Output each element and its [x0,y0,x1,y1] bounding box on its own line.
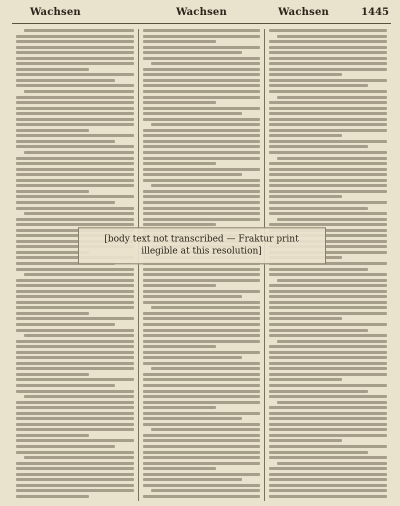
placeholder-text-line [269,29,387,32]
placeholder-text-line [277,340,387,343]
placeholder-text-line [269,456,387,459]
placeholder-text-line [269,484,387,487]
placeholder-text-line [16,195,134,198]
placeholder-text-line [143,279,261,282]
placeholder-text-line [143,473,261,476]
placeholder-text-line [143,51,242,54]
placeholder-text-line [16,140,115,143]
placeholder-text-line [269,173,387,176]
placeholder-text-line [16,173,134,176]
page-number: 1445 [361,7,389,18]
placeholder-text-line [143,362,261,365]
placeholder-text-line [151,184,261,187]
placeholder-text-line [16,417,134,420]
placeholder-text-line [277,401,387,404]
placeholder-text-line [269,362,387,365]
placeholder-text-line [16,68,89,71]
placeholder-text-line [143,118,261,121]
text-column-2 [138,29,265,501]
placeholder-text-line [269,323,387,326]
placeholder-text-line [269,345,387,348]
placeholder-text-line [143,340,261,343]
placeholder-text-line [269,162,387,165]
text-column-3 [264,29,391,501]
placeholder-text-line [143,462,261,465]
placeholder-text-line [16,279,134,282]
placeholder-text-line [16,35,134,38]
placeholder-text-line [16,384,115,387]
placeholder-text-line [24,334,134,337]
placeholder-text-line [143,373,261,376]
placeholder-text-line [16,46,134,49]
text-columns [12,29,391,501]
running-head-right: Wachsen [278,7,329,18]
placeholder-text-line [143,390,261,393]
placeholder-text-line [269,57,387,60]
placeholder-text-line [269,118,387,121]
placeholder-text-line [143,301,261,304]
placeholder-text-line [143,406,216,409]
placeholder-text-line [16,62,134,65]
placeholder-text-line [16,145,134,148]
placeholder-text-line [269,312,387,315]
placeholder-text-line [269,417,387,420]
placeholder-text-line [143,384,261,387]
placeholder-text-line [269,212,387,215]
placeholder-text-line [269,201,387,204]
placeholder-text-line [143,134,261,137]
placeholder-text-line [269,445,387,448]
placeholder-text-line [269,273,387,276]
placeholder-text-line [269,373,387,376]
placeholder-text-line [16,467,134,470]
placeholder-text-line [16,428,134,431]
placeholder-text-line [143,345,216,348]
placeholder-text-line [269,151,387,154]
placeholder-text-line [269,51,387,54]
placeholder-text-line [143,96,261,99]
placeholder-text-line [143,312,261,315]
placeholder-text-line [16,451,134,454]
running-head-center: Wachsen [176,7,227,18]
placeholder-text-line [269,184,387,187]
placeholder-text-line [16,129,89,132]
placeholder-text-line [143,290,261,293]
running-head [12,7,391,24]
placeholder-text-line [16,295,134,298]
placeholder-text-line [143,456,261,459]
placeholder-text-line [269,478,387,481]
placeholder-text-line [269,101,387,104]
placeholder-text-line [16,107,134,110]
placeholder-text-line [16,57,134,60]
placeholder-text-line [16,190,89,193]
placeholder-text-line [143,40,216,43]
placeholder-text-line [269,268,368,271]
placeholder-text-line [16,445,115,448]
placeholder-text-line [143,29,261,32]
placeholder-text-line [16,329,134,332]
placeholder-text-line [16,184,134,187]
placeholder-text-line [143,451,261,454]
placeholder-text-line [269,140,387,143]
placeholder-text-line [269,84,368,87]
placeholder-text-line [24,29,134,32]
placeholder-text-line [143,140,261,143]
placeholder-text-line [16,412,134,415]
placeholder-text-line [16,401,134,404]
placeholder-text-line [16,168,134,171]
placeholder-text-line [269,79,387,82]
placeholder-text-line [16,118,134,121]
placeholder-text-line [16,489,134,492]
placeholder-text-line [269,451,368,454]
placeholder-text-line [269,439,342,442]
placeholder-text-line [269,295,387,298]
placeholder-text-line [269,317,342,320]
placeholder-text-line [269,123,387,126]
placeholder-text-line [143,467,216,470]
placeholder-text-line [24,395,134,398]
placeholder-text-line [269,112,387,115]
placeholder-text-line [269,40,387,43]
placeholder-text-line [143,329,261,332]
placeholder-text-line [16,340,134,343]
placeholder-text-line [16,201,115,204]
placeholder-text-line [143,57,261,60]
placeholder-text-line [143,334,261,337]
placeholder-text-line [143,107,261,110]
placeholder-text-line [16,40,134,43]
placeholder-text-line [16,367,134,370]
placeholder-text-line [143,323,261,326]
placeholder-text-line [16,423,134,426]
placeholder-text-line [16,462,134,465]
placeholder-text-line [269,495,387,498]
placeholder-text-line [143,439,261,442]
placeholder-text-line [16,406,134,409]
placeholder-text-line [143,351,261,354]
placeholder-text-line [269,395,387,398]
placeholder-text-line [16,434,89,437]
placeholder-text-line [143,173,242,176]
placeholder-text-line [143,79,261,82]
placeholder-text-line [269,290,387,293]
placeholder-text-line [16,157,134,160]
placeholder-text-line [16,218,134,221]
placeholder-text-line [143,68,261,71]
placeholder-text-line [151,428,261,431]
placeholder-text-line [143,484,261,487]
placeholder-text-line [143,268,261,271]
placeholder-text-line [16,179,134,182]
placeholder-text-line [151,367,261,370]
placeholder-text-line [269,423,387,426]
placeholder-text-line [143,212,261,215]
placeholder-text-line [151,306,261,309]
placeholder-text-line [269,489,387,492]
placeholder-text-line [269,378,342,381]
placeholder-text-line [16,162,134,165]
placeholder-text-line [269,351,387,354]
placeholder-text-line [277,462,387,465]
placeholder-text-line [269,434,387,437]
placeholder-text-line [269,73,342,76]
placeholder-text-line [24,456,134,459]
placeholder-text-line [16,306,134,309]
placeholder-text-line [16,495,89,498]
placeholder-text-line [16,345,134,348]
placeholder-text-line [16,312,89,315]
placeholder-text-line [269,284,387,287]
placeholder-text-line [143,423,261,426]
placeholder-text-line [143,378,261,381]
placeholder-text-line [16,301,134,304]
placeholder-text-line [143,162,216,165]
placeholder-text-line [16,268,134,271]
placeholder-text-line [143,195,261,198]
placeholder-text-line [269,306,387,309]
placeholder-text-line [16,134,134,137]
placeholder-text-line [151,123,261,126]
placeholder-text-line [269,356,387,359]
placeholder-text-line [269,207,368,210]
placeholder-text-line [143,179,261,182]
untranscribed-body-note: [body text not transcribed — Fraktur print illegible at this resolution] [78,227,326,264]
placeholder-text-line [16,323,115,326]
placeholder-text-line [269,68,387,71]
placeholder-text-line [277,96,387,99]
placeholder-text-line [143,190,261,193]
placeholder-text-line [143,35,261,38]
placeholder-text-line [269,223,387,226]
placeholder-text-line [143,129,261,132]
placeholder-text-line [143,157,261,160]
placeholder-text-line [269,412,387,415]
placeholder-text-line [143,84,261,87]
placeholder-text-line [16,362,134,365]
placeholder-text-line [143,412,261,415]
placeholder-text-line [151,489,261,492]
placeholder-text-line [16,390,134,393]
placeholder-text-line [16,478,134,481]
placeholder-text-line [16,101,134,104]
placeholder-text-line [269,145,368,148]
placeholder-text-line [16,439,134,442]
placeholder-text-line [143,401,261,404]
placeholder-text-line [24,273,134,276]
placeholder-text-line [16,373,89,376]
placeholder-text-line [143,284,216,287]
placeholder-text-line [269,107,387,110]
placeholder-text-line [24,212,134,215]
placeholder-text-line [269,390,368,393]
placeholder-text-line [269,473,387,476]
placeholder-text-line [269,467,387,470]
placeholder-text-line [143,46,261,49]
placeholder-text-line [143,145,261,148]
placeholder-text-line [16,484,134,487]
placeholder-text-line [143,201,261,204]
placeholder-text-line [143,112,242,115]
placeholder-text-line [143,90,261,93]
placeholder-text-line [24,90,134,93]
placeholder-text-line [277,279,387,282]
placeholder-text-line [24,151,134,154]
placeholder-text-line [269,195,342,198]
placeholder-text-line [16,84,134,87]
placeholder-text-line [143,168,261,171]
placeholder-text-line [143,317,261,320]
placeholder-text-line [16,473,134,476]
placeholder-text-line [269,129,387,132]
placeholder-text-line [143,495,261,498]
placeholder-text-line [16,207,134,210]
placeholder-text-line [143,207,261,210]
placeholder-text-line [269,90,387,93]
placeholder-text-line [269,334,387,337]
placeholder-text-line [16,284,134,287]
placeholder-text-line [269,367,387,370]
placeholder-text-line [16,378,134,381]
placeholder-text-line [16,51,134,54]
placeholder-text-line [151,62,261,65]
placeholder-text-line [143,273,261,276]
placeholder-text-line [16,73,134,76]
placeholder-text-line [143,434,261,437]
placeholder-text-line [269,134,342,137]
placeholder-text-line [16,351,134,354]
placeholder-text-line [277,218,387,221]
placeholder-text-line [269,190,387,193]
placeholder-text-line [143,478,242,481]
placeholder-text-line [16,79,115,82]
placeholder-text-line [143,101,216,104]
placeholder-text-line [143,295,242,298]
placeholder-text-line [269,168,387,171]
placeholder-text-line [143,218,261,221]
placeholder-text-line [269,179,387,182]
placeholder-text-line [269,301,387,304]
placeholder-text-line [143,445,261,448]
placeholder-text-line [143,417,242,420]
running-head-left: Wachsen [30,7,81,18]
placeholder-text-line [269,62,387,65]
placeholder-text-line [277,35,387,38]
placeholder-text-line [269,406,387,409]
placeholder-text-line [16,317,134,320]
placeholder-text-line [16,123,134,126]
placeholder-text-line [16,223,134,226]
placeholder-text-line [277,157,387,160]
placeholder-text-line [143,356,242,359]
text-column-1 [12,29,138,501]
placeholder-text-line [269,384,387,387]
placeholder-text-line [143,223,216,226]
placeholder-text-line [143,151,261,154]
placeholder-text-line [269,46,387,49]
placeholder-text-line [269,428,387,431]
placeholder-text-line [143,395,261,398]
placeholder-text-line [143,73,261,76]
placeholder-text-line [16,356,134,359]
placeholder-text-line [269,329,368,332]
placeholder-text-line [16,112,134,115]
placeholder-text-line [16,290,134,293]
placeholder-text-line [16,96,134,99]
